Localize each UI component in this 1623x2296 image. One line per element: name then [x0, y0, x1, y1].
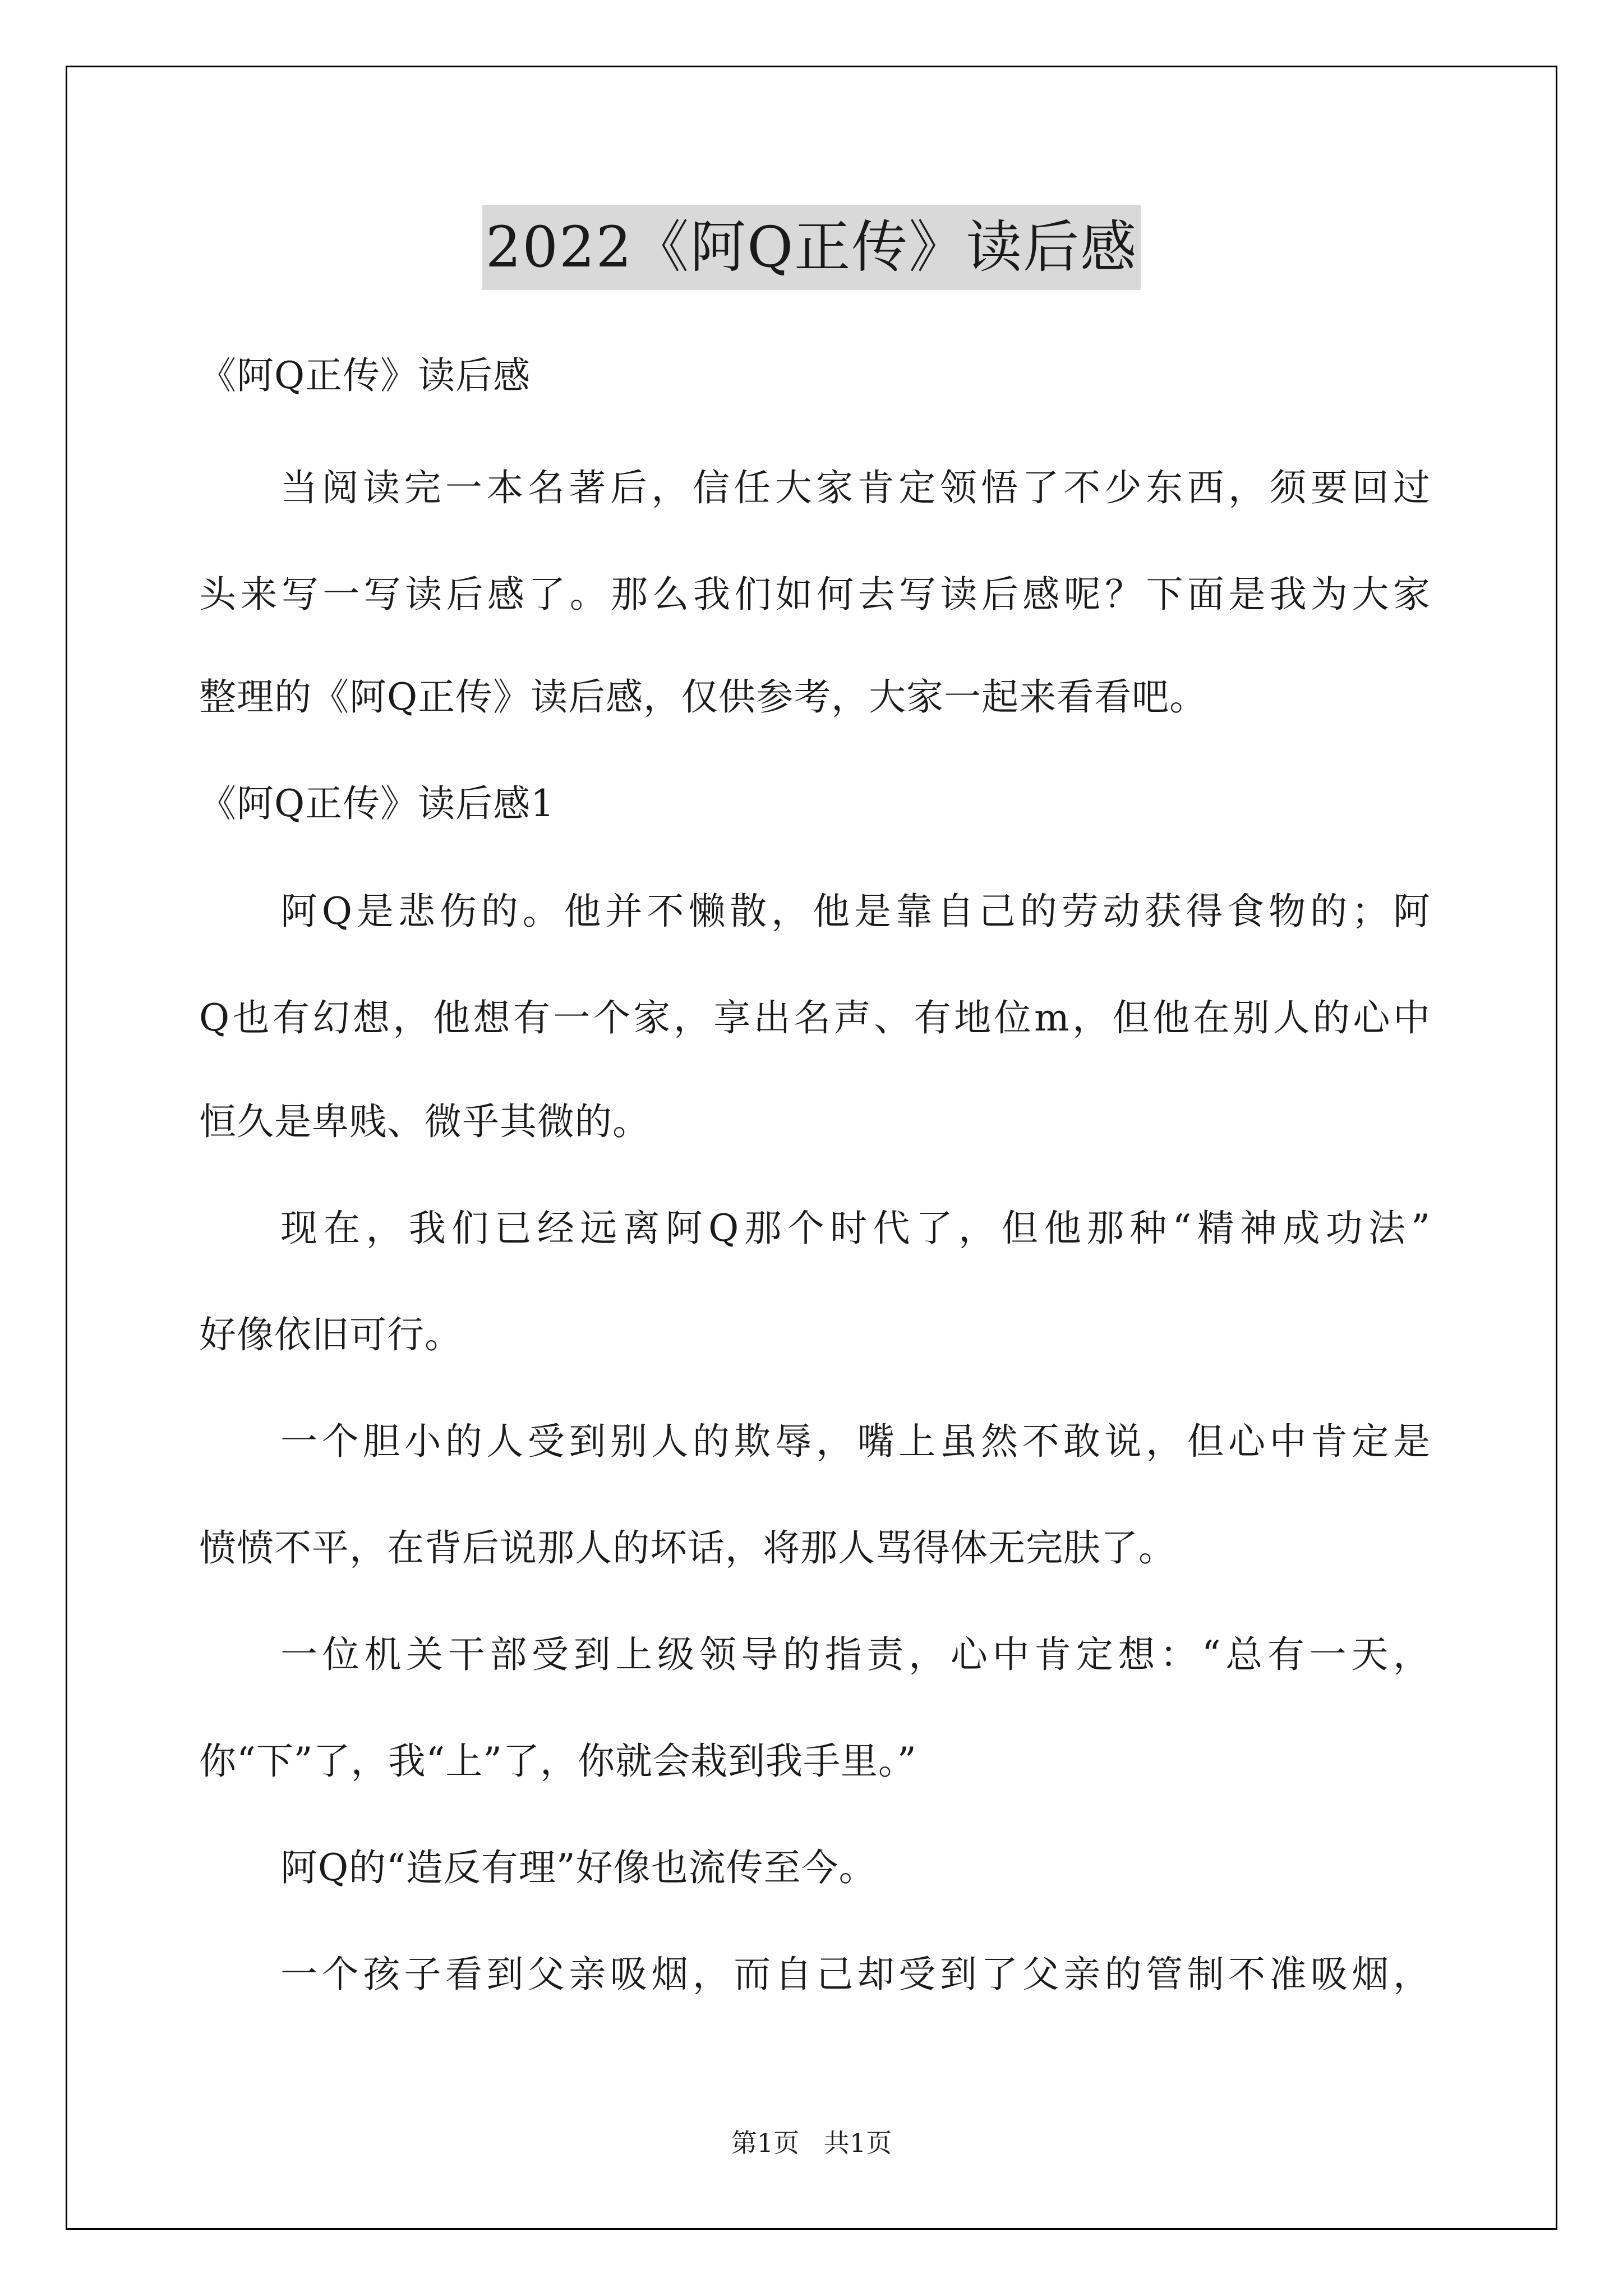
paragraph-3-line-2: 愤愤不平，在背后说那人的坏话，将那人骂得体无完肤了。 [199, 1526, 1176, 1570]
paragraph-1-line-2: Q也有幻想，他想有一个家，享出名声、有地位m，但他在别人的心中 [199, 996, 1430, 1039]
paragraph-5-line-1: 阿Q的“造反有理”好像也流传至今。 [280, 1846, 877, 1889]
paragraph-6-line-1: 一个孩子看到父亲吸烟，而自己却受到了父亲的管制不准吸烟， [280, 1953, 1430, 1996]
paragraph-4-line-2: 你“下”了，我“上”了，你就会栽到我手里。” [199, 1740, 917, 1783]
intro-line-1: 当阅读完一本名著后，信任大家肯定领悟了不少东西，须要回过 [280, 466, 1430, 509]
paragraph-2-line-1: 现在，我们已经远离阿Q那个时代了，但他那种“精神成功法” [280, 1207, 1430, 1250]
intro-line-2: 头来写一写读后感了。那么我们如何去写读后感呢？下面是我为大家 [199, 573, 1430, 616]
paragraph-3-line-1: 一个胆小的人受到别人的欺辱，嘴上虽然不敢说，但心中肯定是 [280, 1420, 1430, 1463]
title-container [0, 205, 1623, 290]
subtitle-heading: 《阿Q正传》读后感 [199, 354, 531, 397]
intro-line-3: 整理的《阿Q正传》读后感，仅供参考，大家一起来看看吧。 [199, 675, 1207, 719]
section-heading-1: 《阿Q正传》读后感1 [199, 782, 555, 825]
paragraph-1-line-1: 阿Q是悲伤的。他并不懒散，他是靠自己的劳动获得食物的；阿 [280, 890, 1430, 933]
paragraph-4-line-1: 一位机关干部受到上级领导的指责，心中肯定想：“总有一天， [280, 1633, 1430, 1676]
document-title: 2022《阿Q正传》读后感 [482, 205, 1141, 290]
page-footer: 第1页 共1页 [731, 2128, 892, 2158]
paragraph-1-line-3: 恒久是卑贱、微乎其微的。 [199, 1100, 650, 1143]
paragraph-2-line-2: 好像依旧可行。 [199, 1313, 462, 1356]
